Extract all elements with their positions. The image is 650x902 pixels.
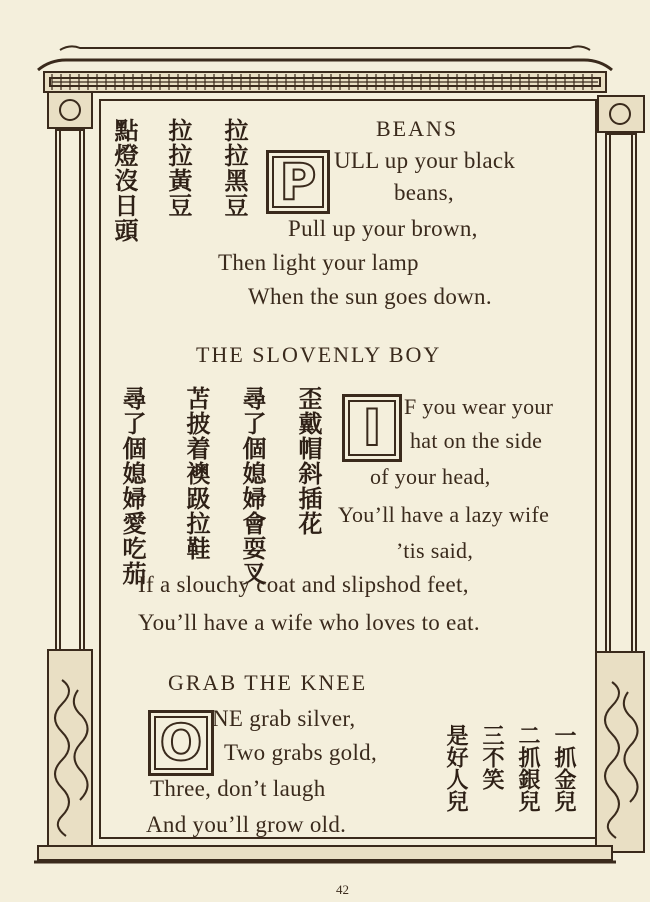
poem-line: of your head, (370, 464, 491, 489)
drop-cap: P (266, 150, 330, 214)
chinese-column: 一抓金兒 (551, 724, 576, 812)
chinese-column: 尋了個媳婦會耍叉 (238, 386, 266, 586)
poem-line: NE grab silver, (212, 706, 356, 731)
poem-line: You’ll have a wife who loves to eat. (138, 610, 480, 635)
poem-line: beans, (394, 180, 454, 205)
drop-cap: O (148, 710, 214, 776)
poem-line: Pull up your brown, (288, 216, 478, 241)
poem-line: F you wear your (404, 394, 554, 419)
poem-line: Then light your lamp (218, 250, 419, 275)
poem-line: And you’ll grow old. (146, 812, 347, 837)
chinese-column: 歪戴帽斜插花 (294, 386, 322, 536)
poem-line: Two grabs gold, (224, 740, 378, 765)
chinese-column: 二抓銀兒 (515, 724, 540, 812)
poem-line: When the sun goes down. (248, 284, 492, 309)
poem-title: THE SLOVENLY BOY (196, 342, 442, 367)
drop-cap: I (342, 394, 402, 462)
chinese-column: 是好人兒 (443, 724, 468, 812)
poem-line: ’tis said, (396, 538, 474, 563)
page-number: 42 (336, 882, 349, 897)
poem-title: GRAB THE KNEE (168, 670, 368, 695)
poem-line: You’ll have a lazy wife (338, 502, 550, 527)
chinese-column: 三不笑 (479, 724, 504, 790)
poem-line: hat on the side (410, 428, 543, 453)
chinese-column: 苫披着襖趿拉鞋 (182, 386, 210, 561)
chinese-column: 點燈沒日頭 (110, 118, 138, 243)
chinese-column: 拉拉黃豆 (164, 118, 192, 218)
poem-line: If a slouchy coat and slipshod feet, (138, 572, 469, 597)
poem-title: BEANS (376, 116, 459, 141)
chinese-column: 拉拉黑豆 (220, 118, 248, 218)
poem-line: ULL up your black (334, 148, 516, 173)
chinese-column: 尋了個媳婦愛吃茄 (118, 386, 146, 586)
poem-line: Three, don’t laugh (150, 776, 326, 801)
